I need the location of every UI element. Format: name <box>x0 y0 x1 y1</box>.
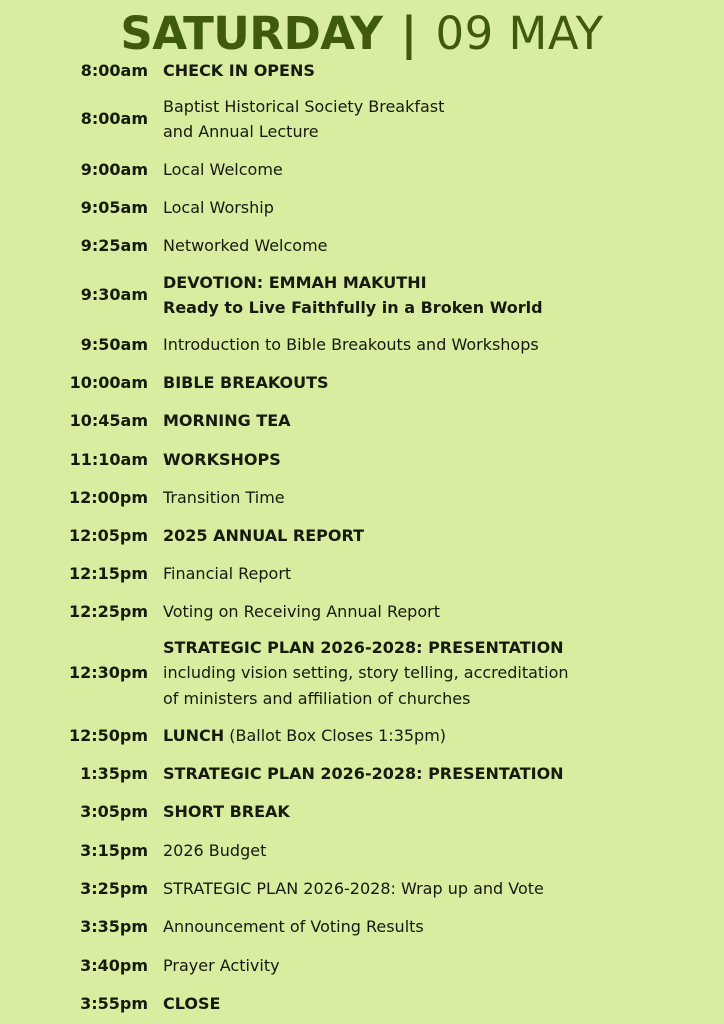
schedule-event <box>163 94 444 145</box>
event-line <box>163 686 569 712</box>
schedule-time: 3:25pm <box>80 879 148 898</box>
event-line <box>163 660 569 686</box>
event-line <box>163 485 285 511</box>
schedule-time: 3:15pm <box>80 841 148 860</box>
event-line <box>163 876 544 902</box>
schedule-row <box>0 991 724 1017</box>
schedule-event <box>163 599 440 625</box>
schedule-event <box>163 408 291 434</box>
schedule-row <box>0 94 724 145</box>
schedule-time: 12:15pm <box>68 564 148 583</box>
event-line <box>163 953 280 979</box>
schedule-time: 9:50am <box>80 335 148 354</box>
schedule-row <box>0 370 724 396</box>
schedule-row <box>0 58 724 84</box>
schedule-event <box>163 523 364 549</box>
schedule-time: 12:05pm <box>68 526 148 545</box>
event-line <box>163 295 543 321</box>
schedule-event <box>163 332 539 358</box>
schedule-event <box>163 953 280 979</box>
schedule-row <box>0 761 724 787</box>
schedule-event <box>163 195 274 221</box>
schedule-time: 9:00am <box>80 160 148 179</box>
schedule-time: 12:30pm <box>68 663 148 682</box>
event-line <box>163 157 283 183</box>
schedule-time: 8:00am <box>80 61 148 80</box>
schedule-event <box>163 635 569 712</box>
event-title: CHECK IN OPENS <box>163 61 315 81</box>
schedule-row <box>0 485 724 511</box>
schedule-event <box>163 157 283 183</box>
event-text: including vision setting, story telling, accreditation <box>163 663 569 683</box>
schedule-row <box>0 799 724 825</box>
event-line <box>163 561 291 587</box>
schedule-event <box>163 761 564 787</box>
event-line <box>163 58 315 84</box>
event-line <box>163 991 220 1017</box>
event-title: 2025 ANNUAL REPORT <box>163 526 365 546</box>
event-text: (Ballot Box Closes 1:35pm) <box>224 726 447 746</box>
event-line <box>163 635 569 661</box>
event-title: LUNCH <box>163 726 225 746</box>
schedule-time: 3:05pm <box>80 802 148 821</box>
schedule-row <box>0 270 724 321</box>
event-line <box>163 723 446 749</box>
schedule-event <box>163 447 281 473</box>
event-title: STRATEGIC PLAN 2026-2028: PRESENTATION <box>163 764 564 784</box>
event-line <box>163 270 543 296</box>
event-text: Local Worship <box>163 198 274 218</box>
event-title: MORNING TEA <box>163 411 291 431</box>
event-title: SHORT BREAK <box>163 802 290 822</box>
schedule-time: 12:50pm <box>68 726 148 745</box>
event-title: Ready to Live Faithfully in a Broken World <box>163 298 543 317</box>
event-text: Prayer Activity <box>163 956 280 976</box>
event-title: STRATEGIC PLAN 2026-2028: PRESENTATION <box>163 637 564 657</box>
event-line <box>163 799 290 825</box>
schedule-event <box>163 914 424 940</box>
event-text: STRATEGIC PLAN 2026-2028: Wrap up and Vote <box>163 879 544 899</box>
schedule-time: 3:35pm <box>80 917 148 936</box>
event-title: DEVOTION: EMMAH MAKUTHI <box>163 272 427 292</box>
event-text: Local Welcome <box>163 160 283 180</box>
schedule-row <box>0 447 724 473</box>
schedule-event <box>163 838 266 864</box>
schedule-event <box>163 561 291 587</box>
schedule-time: 1:35pm <box>80 764 148 783</box>
event-text: and Annual Lecture <box>163 122 319 141</box>
schedule-event <box>163 485 285 511</box>
event-text: Financial Report <box>163 564 292 584</box>
schedule-time: 10:00am <box>69 373 148 392</box>
schedule-time: 3:55pm <box>80 994 148 1013</box>
schedule-event <box>163 270 543 321</box>
event-line <box>163 233 328 259</box>
event-line <box>163 523 364 549</box>
schedule-event <box>163 233 328 259</box>
schedule-row <box>0 599 724 625</box>
event-line <box>163 408 291 434</box>
event-text: Introduction to Bible Breakouts and Workshops <box>163 335 539 355</box>
schedule-row <box>0 195 724 221</box>
event-text: Transition Time <box>163 488 285 508</box>
schedule-event <box>163 58 315 84</box>
event-text: Announcement of Voting Results <box>163 917 424 937</box>
schedule-time: 12:25pm <box>68 602 148 621</box>
event-text: of ministers and affiliation of churches <box>163 688 471 708</box>
page-title <box>0 6 724 62</box>
schedule-row <box>0 914 724 940</box>
schedule-row <box>0 523 724 549</box>
event-text: 2026 Budget <box>163 841 267 861</box>
title-separator: | <box>400 7 418 60</box>
event-title: BIBLE BREAKOUTS <box>163 373 329 393</box>
event-line <box>163 761 564 787</box>
schedule-row <box>0 408 724 434</box>
schedule-event <box>163 370 329 396</box>
event-line <box>163 447 281 473</box>
schedule-row <box>0 635 724 712</box>
schedule-time: 9:05am <box>80 198 148 217</box>
event-title: WORKSHOPS <box>163 450 281 470</box>
event-line <box>163 94 444 120</box>
schedule-time: 9:25am <box>80 236 148 255</box>
event-text: Voting on Receiving Annual Report <box>163 602 440 622</box>
schedule-time: 9:30am <box>80 285 148 304</box>
schedule-event <box>163 723 446 749</box>
schedule-time: 11:10am <box>69 450 148 469</box>
event-text: Networked Welcome <box>163 236 328 256</box>
schedule-row <box>0 233 724 259</box>
schedule-time: 8:00am <box>80 109 148 128</box>
event-text: Baptist Historical Society Breakfast <box>163 96 445 116</box>
schedule-row <box>0 723 724 749</box>
event-title: CLOSE <box>163 994 221 1014</box>
schedule-time: 10:45am <box>69 411 148 430</box>
event-line <box>163 332 539 358</box>
title-date: 09 MAY <box>435 7 604 60</box>
schedule-row <box>0 953 724 979</box>
event-line <box>163 370 329 396</box>
schedule-row <box>0 838 724 864</box>
event-line <box>163 119 444 145</box>
event-line <box>163 914 424 940</box>
schedule-event <box>163 799 290 825</box>
event-line <box>163 195 274 221</box>
schedule-event <box>163 991 220 1017</box>
event-line <box>163 599 440 625</box>
schedule-row <box>0 876 724 902</box>
title-day: SATURDAY <box>120 7 383 60</box>
schedule-row <box>0 157 724 183</box>
schedule-event <box>163 876 544 902</box>
schedule-time: 3:40pm <box>80 956 148 975</box>
schedule-row <box>0 332 724 358</box>
event-line <box>163 838 266 864</box>
schedule-time: 12:00pm <box>68 488 148 507</box>
schedule-row <box>0 561 724 587</box>
